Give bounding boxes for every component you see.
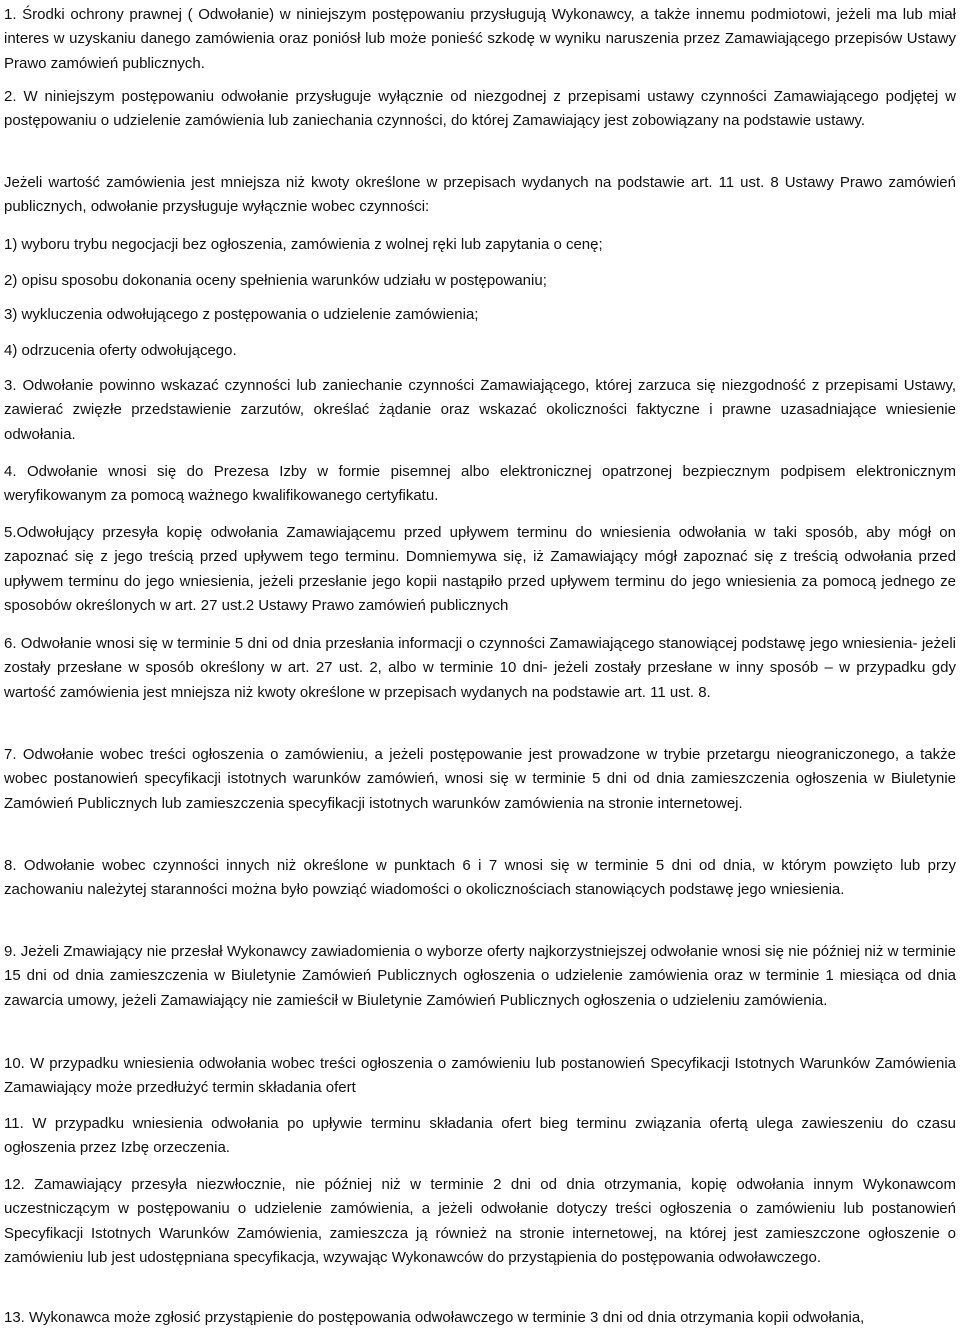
paragraph-12: 12. Zamawiający przesyła niezwłocznie, nie później niż w terminie 2 dni od dnia otrzymania, kopię odwołania innym Wykonawcom uczestniczącym w postępowaniu o udzielenie zamówienia, a jeżeli odwołanie dotyczy treści ogłoszenia o zamówieniu lub postanowień Specyfikacji Istotnych Warunków Zamówienia, zamieszcza ją również na stronie internetowej, na której jest zamieszczone ogłoszenie o zamówieniu lub jest udostępniana specyfikacja, wzywając Wykonawców do przystąpienia do postępowania odwoławczego. (4, 1176, 956, 1267)
paragraph-2: 2. W niniejszym postępowaniu odwołanie przysługuje wyłącznie od niezgodnej z przepisami ustawy czynności Zamawiającego podjętej w postępowaniu o udzielenie zamówienia lub zaniechania czynności, do której Zamawiający jest zobowiązany na podstawie ustawy. (4, 88, 956, 130)
list-item-2: 2) opisu sposobu dokonania oceny spełnienia warunków udziału w postępowaniu; (4, 272, 547, 289)
paragraph-2-condition: Jeżeli wartość zamówienia jest mniejsza niż kwoty określone w przepisach wydanych na podstawie art. 11 ust. 8 Ustawy Prawo zamówień publicznych, odwołanie przysługuje wyłącznie wobec czynności: (4, 174, 956, 216)
paragraph-3: 3. Odwołanie powinno wskazać czynności lub zaniechanie czynności Zamawiającego, której zarzuca się niezgodność z przepisami Ustawy, zawierać zwięzłe przedstawienie zarzutów, określać żądanie oraz wskazać okoliczności faktyczne i prawne uzasadniające wniesienie odwołania. (4, 377, 956, 443)
list-item-4: 4) odrzucenia oferty odwołującego. (4, 342, 237, 359)
paragraph-1: 1. Środki ochrony prawnej ( Odwołanie) w niniejszym postępowaniu przysługują Wykonawcy, a także innemu podmiotowi, jeżeli ma lub miał interes w uzyskaniu danego zamówienia oraz poniósł lub może ponieść szkodę w wyniku naruszenia przez Zamawiającego przepisów Ustawy Prawo zamówień publicznych. (4, 6, 956, 72)
list-item-1: 1) wyboru trybu negocjacji bez ogłoszenia, zamówienia z wolnej ręki lub zapytania o cenę; (4, 236, 603, 253)
paragraph-6: 6. Odwołanie wnosi się w terminie 5 dni od dnia przesłania informacji o czynności Zamawiającego stanowiącej podstawę jego wniesienia- jeżeli zostały przesłane w sposób określony w art. 27 ust. 2, albo w terminie 10 dni- jeżeli zostały przesłane w inny sposób – w przypadku gdy wartość zamówienia jest mniejsza niż kwoty określone w przepisach wydanych na podstawie art. 11 ust. 8. (4, 635, 956, 701)
list-item-3: 3) wykluczenia odwołującego z postępowania o udzielenie zamówienia; (4, 306, 479, 323)
paragraph-10: 10. W przypadku wniesienia odwołania wobec treści ogłoszenia o zamówieniu lub postanowień Specyfikacji Istotnych Warunków Zamówienia Zamawiający może przedłużyć termin składania ofert (4, 1055, 956, 1097)
paragraph-13: 13. Wykonawca może zgłosić przystąpienie do postępowania odwoławczego w terminie 3 dni od dnia otrzymania kopii odwołania, (4, 1309, 865, 1326)
paragraph-11: 11. W przypadku wniesienia odwołania po upływie terminu składania ofert bieg terminu związania ofertą ulega zawieszeniu do czasu ogłoszenia przez Izbę orzeczenia. (4, 1115, 956, 1157)
paragraph-8: 8. Odwołanie wobec czynności innych niż określone w punktach 6 i 7 wnosi się w terminie 5 dni od dnia, w którym powzięto lub przy zachowaniu należytej staranności można było powziąć wiadomości o okolicznościach stanowiących podstawę jego wniesienia. (4, 857, 956, 899)
paragraph-5: 5.Odwołujący przesyła kopię odwołania Zamawiającemu przed upływem terminu do wniesienia odwołania w taki sposób, aby mógł on zapoznać się z jego treścią przed upływem tego terminu. Domniemywa się, iż Zamawiający mógł zapoznać się z treścią odwołania przed upływem terminu do jego wniesienia, jeżeli przesłanie jego kopii nastąpiło przed upływem terminu do jego wniesienia za pomocą jednego ze sposobów określonych w art. 27 ust.2 Ustawy Prawo zamówień publicznych (4, 524, 956, 615)
paragraph-9: 9. Jeżeli Zmawiający nie przesłał Wykonawcy zawiadomienia o wyborze oferty najkorzystniejszej odwołanie wnosi się nie później niż w terminie 15 dni od dnia zamieszczenia w Biuletynie Zamówień Publicznych ogłoszenia o udzielenie zamówienia oraz w terminie 1 miesiąca od dnia zawarcia umowy, jeżeli Zamawiający nie zamieścił w Biuletynie Zamówień Publicznych ogłoszenia o udzieleniu zamówienia. (4, 943, 956, 1009)
paragraph-7: 7. Odwołanie wobec treści ogłoszenia o zamówieniu, a jeżeli postępowanie jest prowadzone w trybie przetargu nieograniczonego, a także wobec postanowień specyfikacji istotnych warunków zamówień, wnosi się w terminie 5 dni od dnia zamieszczenia ogłoszenia w Biuletynie Zamówień Publicznych lub zamieszczenia specyfikacji istotnych warunków zamówienia na stronie internetowej. (4, 746, 956, 812)
paragraph-4: 4. Odwołanie wnosi się do Prezesa Izby w formie pisemnej albo elektronicznej opatrzonej bezpiecznym podpisem elektronicznym weryfikowanym za pomocą ważnego kwalifikowanego certyfikatu. (4, 463, 956, 505)
